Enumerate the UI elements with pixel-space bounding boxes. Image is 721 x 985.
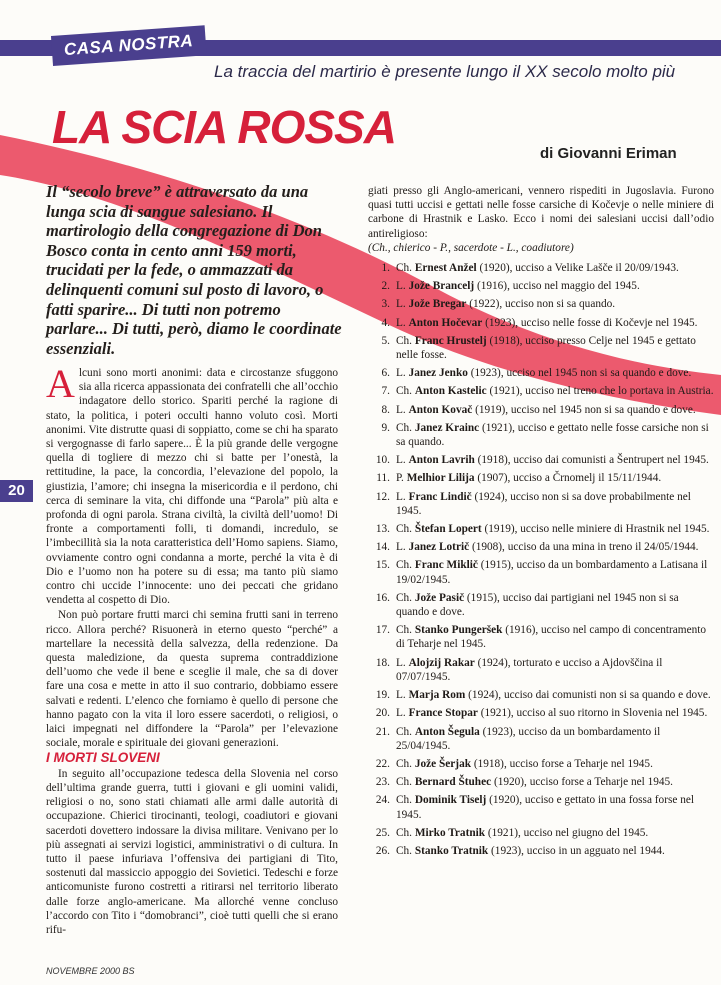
list-intro: giati presso gli Anglo-americani, vennero rispediti in Jugoslavia. Furono quasi tutti uccisi e gettati nelle fosse carsiche di Kočevje o nelle miniere di carbone di Hrastnik e Lasko. Ecco i nomi dei salesiani uccisi dall’odio antireligioso: (Ch., chierico - P., sacerdote - L., coadiutore) (368, 185, 714, 254)
role: P. (396, 472, 404, 485)
person-name: Janez Krainc (414, 421, 480, 434)
person-detail: (1923), ucciso in un agguato nel 1944. (491, 844, 665, 857)
role: L. (396, 689, 406, 702)
list-item (368, 403, 714, 417)
list-item (368, 688, 714, 702)
person-name: Janez Jenko (408, 367, 468, 380)
list-number: 13. (375, 523, 390, 536)
abbreviation-legend: (Ch., chierico - P., sacerdote - L., coadiutore) (368, 241, 574, 254)
role: L. (396, 367, 406, 380)
list-item (368, 522, 714, 536)
byline: di Giovanni Eriman (540, 145, 677, 162)
list-number: 4. (381, 316, 390, 329)
list-item (368, 384, 714, 398)
person-detail: (1920), ucciso a Velike Lašče il 20/09/1943. (479, 262, 679, 275)
person-name: Jože Šerjak (414, 757, 471, 770)
list-number: 26. (375, 844, 390, 857)
person-name: Anton Šegula (414, 725, 480, 738)
person-name: Stanko Tratnik (414, 844, 489, 857)
person-name: Mirko Tratnik (414, 826, 486, 839)
person-name: France Stopar (408, 707, 478, 720)
body-paragraph: Non può portare frutti marci chi semina frutti sani in terreno ricco. Allora perché? Risuonerà in eterno questo “perché” a martellare la necessità della salvezza, della redenzione. Da questa maledizione, da questa suprema contraddizione dell’uomo che vede il bene e sceglie il male, che sa di dover fare una cosa e mette in atto il suo contrario, dobbiamo essere salvati e redenti. L’elenco che forniamo è quello di persone che hanno pagato con la vita il loro essere sacerdoti, o religiosi, o laici impegnati nel diffondere la “Parola” per l’elevazione sociale, morale e spirituale dei giovani generazioni. (46, 609, 338, 750)
body-column-left (46, 361, 338, 938)
list-item (368, 297, 714, 311)
issue-footer: NOVEMBRE 2000 BS (46, 966, 135, 976)
list-item (368, 540, 714, 554)
role: Ch. (396, 844, 413, 857)
page-number: 20 (0, 480, 33, 502)
person-name: Anton Kovač (408, 403, 473, 416)
role: Ch. (396, 757, 413, 770)
person-name: Marja Rom (408, 689, 466, 702)
list-number: 8. (381, 403, 390, 416)
martyr-list (368, 261, 714, 858)
list-number: 1. (381, 262, 390, 275)
person-name: Janez Lotrič (408, 541, 470, 554)
role: Ch. (396, 559, 413, 572)
person-name: Jože Brancelj (408, 280, 475, 293)
list-item (368, 261, 714, 275)
list-number: 16. (375, 591, 390, 604)
person-detail: (1921), ucciso nel giugno del 1945. (487, 826, 649, 839)
person-detail: (1924), ucciso non si sa dove probabilmente nel 1945. (396, 490, 691, 517)
list-item (368, 706, 714, 720)
list-item (368, 656, 714, 684)
role: L. (396, 454, 406, 467)
person-detail: (1923), ucciso nelle fosse di Kočevje nel 1945. (485, 316, 698, 329)
role: Ch. (396, 776, 413, 789)
strapline: La traccia del martirio è presente lungo il XX secolo molto più (214, 62, 676, 81)
person-detail: (1907), ucciso a Črnomelj il 15/11/1944. (477, 472, 662, 485)
lead-paragraph: Il “secolo breve” è attraversato da una lunga scia di sangue salesiano. Il martirologio della congregazione di Don Bosco conta in cento anni 159 morti, trucidati per la fede, o ammazzati da delinquenti comuni sul posto di lavoro, o fatti sparire... Di tutti non potremo parlare... Di tutti, però, diamo le coordinate essenziali. (46, 182, 342, 358)
role: Ch. (396, 385, 413, 398)
list-number: 23. (375, 776, 390, 789)
role: Ch. (396, 826, 413, 839)
list-number: 18. (375, 656, 390, 669)
person-name: Anton Hočevar (408, 316, 483, 329)
role: L. (396, 298, 406, 311)
section-rubric: CASA NOSTRA (51, 25, 206, 66)
person-detail: (1924), torturato e ucciso a Ajdovščina il 07/07/1945. (396, 656, 663, 683)
list-item (368, 623, 714, 651)
person-detail: (1921), ucciso al suo ritorno in Slovenia nel 1945. (480, 707, 708, 720)
list-number: 6. (381, 367, 390, 380)
list-number: 2. (381, 280, 390, 293)
list-number: 14. (375, 541, 390, 554)
role: L. (396, 656, 406, 669)
list-item (368, 316, 714, 330)
person-detail: (1919), ucciso nel 1945 non si sa quando e dove. (475, 403, 696, 416)
list-item (368, 421, 714, 449)
list-item (368, 793, 714, 821)
role: Ch. (396, 334, 413, 347)
person-detail: (1918), ucciso forse a Teharje nel 1945. (473, 757, 653, 770)
person-detail: (1923), ucciso da un bombardamento il 25/04/1945. (396, 725, 661, 752)
person-detail: (1921), ucciso nel treno che lo portava in Austria. (489, 385, 714, 398)
person-detail: (1923), ucciso nel 1945 non si sa quando e dove. (470, 367, 692, 380)
person-name: Jože Bregar (408, 298, 467, 311)
role: Ch. (396, 624, 413, 637)
list-number: 24. (375, 794, 390, 807)
role: Ch. (396, 794, 413, 807)
list-number: 17. (375, 624, 390, 637)
person-name: Anton Kastelic (414, 385, 487, 398)
person-detail: (1921), ucciso e gettato nelle fosse carsiche non si sa quando. (396, 421, 709, 449)
list-number: 21. (375, 725, 390, 738)
list-item (368, 366, 714, 380)
person-name: Franc Hrustelj (414, 334, 487, 347)
person-detail: (1916), ucciso nel campo di concentramento di Teharje nel 1945. (396, 624, 707, 651)
person-detail: (1916), ucciso nel maggio del 1945. (476, 280, 640, 293)
section-title: I MORTI SLOVENI (46, 750, 160, 766)
role: L. (396, 707, 406, 720)
list-number: 3. (381, 298, 390, 311)
list-item (368, 826, 714, 840)
person-name: Štefan Lopert (414, 523, 482, 536)
list-item (368, 844, 714, 858)
role: L. (396, 541, 406, 554)
person-name: Franc Lindič (408, 490, 472, 503)
person-name: Franc Miklič (414, 559, 478, 572)
list-number: 9. (381, 421, 390, 434)
person-detail: (1915), ucciso da un bombardamento a Latisana il 19/02/1945. (396, 559, 708, 586)
list-number: 7. (381, 385, 390, 398)
list-number: 25. (375, 826, 390, 839)
person-detail: (1915), ucciso dai partigiani nel 1945 non si sa quando e dove. (396, 591, 679, 619)
list-number: 22. (375, 757, 390, 770)
person-detail: (1924), ucciso dai comunisti non si sa quando e dove. (468, 689, 711, 702)
list-item (368, 490, 714, 518)
list-number: 20. (375, 707, 390, 720)
list-number: 10. (375, 454, 390, 467)
person-detail: (1918), ucciso dai comunisti a Šentrupert nel 1945. (477, 454, 709, 467)
person-name: Anton Lavrih (408, 454, 475, 467)
list-item (368, 591, 714, 619)
list-item (368, 558, 714, 586)
person-name: Ernest Anžel (414, 262, 477, 275)
person-detail: (1908), ucciso da una mina in treno il 24/05/1944. (471, 541, 699, 554)
role: L. (396, 490, 406, 503)
role: Ch. (396, 591, 413, 604)
role: Ch. (396, 523, 413, 536)
list-item (368, 725, 714, 753)
list-item (368, 279, 714, 293)
role: Ch. (396, 421, 413, 434)
person-detail: (1920), ucciso forse a Teharje nel 1945. (493, 776, 673, 789)
drop-cap: A (46, 361, 75, 406)
role: L. (396, 280, 406, 293)
person-name: Dominik Tiselj (414, 794, 487, 807)
role: L. (396, 316, 406, 329)
body-column-right (368, 184, 714, 862)
role: Ch. (396, 725, 413, 738)
person-name: Jože Pasič (414, 591, 465, 604)
list-number: 19. (375, 689, 390, 702)
list-item (368, 775, 714, 789)
role: Ch. (396, 262, 413, 275)
list-number: 15. (375, 559, 390, 572)
role: L. (396, 403, 406, 416)
list-number: 12. (375, 490, 390, 503)
list-number: 11. (376, 472, 390, 485)
body-paragraph: Alcuni sono morti anonimi: data e circostanze sfuggono sia alla ricerca appassionata dei confratelli che all’occhio indagatore dello storico. Spariti perché la ragione di stato, la politica, i poteri occulti hanno voluto così. Morti anonimi. Vite distrutte quasi di soppiatto, come se chi ha sparato si vergognasse di farlo sapere... È la più grande delle vergogne quella di togliere di mezzo chi si batte per l’onestà, la rettitudine, la pace, la concordia, l’elevazione del popolo, la giustizia, l’amore; chi insegna la misericordia e il perdono, chi cerca di seminare la vita, chi diffonde una “Parola” più alta e profonda di ogni parola. Strana civiltà, la civiltà dell’uomo! Di fronte a comportamenti folli, ti domandi, incredulo, se l’imbecillità sia la nota caratteristica dell’Homo sapiens. Siamo, ovviamente contro ogni condanna a morte, perché la vita è di Dio e l’uomo non ha potere su di essa; ma tanto più siamo contro chi uccide l’innocente: uno dei peccati che gridano vendetta al cospetto di Dio. (46, 361, 338, 607)
list-item (368, 757, 714, 771)
list-number: 5. (381, 334, 390, 347)
list-item (368, 453, 714, 467)
list-item (368, 471, 714, 485)
headline: LA SCIA ROSSA (52, 101, 396, 153)
person-detail: (1919), ucciso nelle miniere di Hrastnik nel 1945. (484, 523, 710, 536)
person-name: Stanko Pungeršek (414, 624, 503, 637)
person-detail: (1920), ucciso e gettato in una fossa forse nel 1945. (396, 794, 694, 821)
person-detail: (1922), ucciso non si sa quando. (469, 298, 616, 311)
person-detail: (1918), ucciso presso Celje nel 1945 e gettato nelle fosse. (396, 334, 696, 362)
person-name: Alojzij Rakar (408, 656, 475, 669)
person-name: Melhior Lilija (406, 472, 475, 485)
body-paragraph: In seguito all’occupazione tedesca della Slovenia nel corso dell’ultima grande guerra, tutti i giovani e gli uomini validi, religiosi o no, sono stati chiamati alle armi dalle autorità di occupazione. Chierici tirocinanti, teologi, coadiutori e giovani sacerdoti dovettero indossare la divisa militare. Venivano per lo più assegnati ai servizi logistici, amministrativi o di cultura. In tutto il paese infuriava l’offensiva dei partigiani di Tito, sostenuti dal massiccio appoggio dei Sovietici. Tedeschi e forze anticomuniste furono costretti a ritirarsi nel territorio liberato dalle forze anglo-americane. Ma allorché venne concluso l’accordo con Tito i “domobranci”, cioè tutti quelli che si erano rifu- (46, 767, 338, 936)
list-item (368, 334, 714, 362)
person-name: Bernard Štuhec (414, 776, 492, 789)
